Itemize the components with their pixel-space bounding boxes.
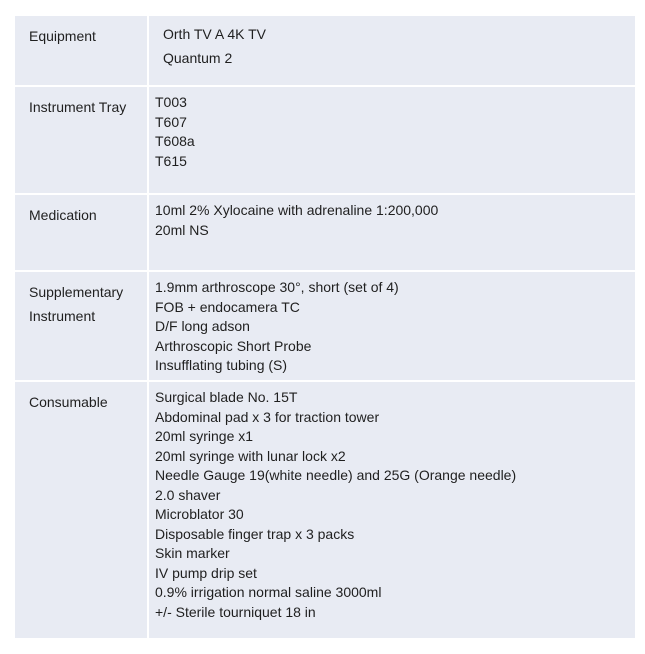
equipment-checklist-table [15, 14, 635, 640]
list-item: 1.9mm arthroscope 30°, short (set of 4) [155, 279, 399, 295]
list-item: T003 [155, 94, 187, 110]
list-item: T615 [155, 152, 187, 169]
list-item: Microblator 30 [155, 506, 244, 522]
list-item: FOB + endocamera TC [155, 298, 300, 315]
table-row-instrument-tray [15, 86, 635, 194]
list-item: 20ml syringe with lunar lock x2 [155, 447, 346, 464]
list-item: D/F long adson [155, 318, 250, 334]
list-item: Disposable finger trap x 3 packs [155, 525, 355, 542]
row-label-cell [15, 194, 148, 271]
list-item: Insufflating tubing (S) [155, 357, 288, 373]
row-label: Medication [29, 207, 97, 223]
list-item: Surgical blade No. 15T [155, 389, 298, 405]
list-item: Orth TV A 4K TV [163, 26, 266, 42]
row-values [149, 272, 635, 376]
row-label-cell [15, 381, 148, 639]
row-values [149, 87, 635, 171]
row-value-cell [148, 381, 635, 639]
row-value-cell [148, 271, 635, 381]
list-item: Abdominal pad x 3 for traction tower [155, 408, 380, 425]
row-label-cell [15, 86, 148, 194]
list-item: 10ml 2% Xylocaine with adrenaline 1:200,000 [155, 202, 439, 218]
row-label: Consumable [29, 394, 108, 410]
row-label: Supplementary Instrument [29, 284, 124, 324]
list-item: T608a [155, 133, 195, 149]
row-value-cell [148, 194, 635, 271]
list-item: Skin marker [155, 545, 230, 561]
row-value-cell [148, 15, 635, 86]
list-item: Quantum 2 [163, 50, 233, 66]
table-row-equipment [15, 15, 635, 86]
row-label-cell [15, 15, 148, 86]
list-item: 2.0 shaver [155, 486, 221, 503]
row-values [149, 16, 635, 70]
row-label: Instrument Tray [29, 99, 127, 115]
table-row-supplementary-instrument [15, 271, 635, 381]
list-item: Needle Gauge 19(white needle) and 25G (Orange needle) [155, 467, 517, 483]
row-label: Equipment [29, 28, 96, 44]
list-item: T607 [155, 113, 187, 130]
table-row-consumable [15, 381, 635, 639]
list-item: IV pump drip set [155, 564, 257, 581]
list-item: 20ml syringe x1 [155, 428, 254, 444]
list-item: Arthroscopic Short Probe [155, 337, 312, 354]
list-item: +/- Sterile tourniquet 18 in [155, 603, 316, 620]
list-item: 20ml NS [155, 221, 209, 238]
list-item: 0.9% irrigation normal saline 3000ml [155, 584, 382, 600]
row-values [149, 382, 635, 622]
row-values [149, 195, 635, 240]
table-row-medication [15, 194, 635, 271]
row-value-cell [148, 86, 635, 194]
row-label-cell [15, 271, 148, 381]
